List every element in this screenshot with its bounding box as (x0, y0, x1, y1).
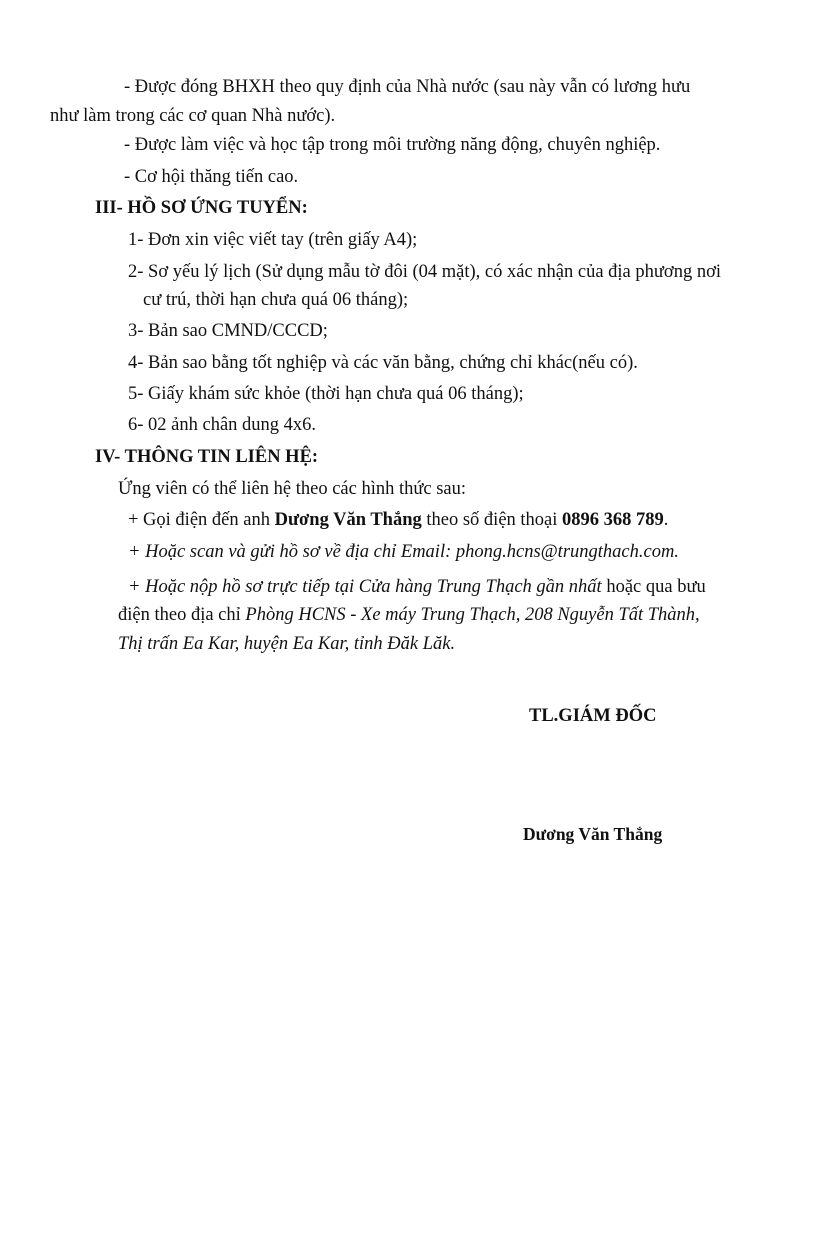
document-item-6: 6- 02 ảnh chân dung 4x6. (128, 415, 317, 435)
document-item-1: 1- Đơn xin việc viết tay (trên giấy A4); (128, 230, 418, 250)
contact-intro: Ứng viên có thể liên hệ theo các hình thức sau: (118, 479, 467, 499)
document-item-3: 3- Bản sao CMND/CCCD; (128, 321, 328, 341)
benefit-item-1: - Được đóng BHXH theo quy định của Nhà nước (sau này vẫn có lương hưu (124, 77, 691, 97)
contact-call-suffix: . (663, 510, 669, 530)
contact-submit-line2-normal: điện theo địa chỉ (118, 605, 246, 625)
section-heading-application-documents: III- HỒ SƠ ỨNG TUYỂN: (95, 198, 308, 218)
benefit-item-3: - Cơ hội thăng tiến cao. (124, 167, 299, 187)
contact-submit-line-2 (118, 604, 700, 626)
document-item-5: 5- Giấy khám sức khỏe (thời hạn chưa quá 06 tháng); (128, 384, 524, 404)
contact-submit-line-1 (128, 576, 706, 598)
contact-call-line (128, 509, 668, 531)
signature-name: Dương Văn Thắng (523, 824, 663, 844)
document-item-4: 4- Bản sao bằng tốt nghiệp và các văn bằng, chứng chỉ khác(nếu có). (128, 353, 638, 373)
contact-phone-number: 0896 368 789 (562, 510, 664, 530)
signature-title: TL.GIÁM ĐỐC (529, 706, 657, 726)
contact-submit-normal: hoặc qua bưu (601, 577, 706, 597)
document-item-2-continuation: cư trú, thời hạn chưa quá 06 tháng); (143, 290, 409, 310)
section-heading-contact-info: IV- THÔNG TIN LIÊN HỆ: (95, 447, 319, 467)
contact-call-middle: theo số điện thoại (421, 510, 563, 530)
contact-submit-line-3: Thị trấn Ea Kar, huyện Ea Kar, tỉnh Đăk Lăk. (118, 634, 456, 654)
contact-person-name: Dương Văn Thắng (274, 510, 422, 530)
contact-email-line: + Hoặc scan và gửi hồ sơ về địa chỉ Email: phong.hcns@trungthach.com. (128, 542, 679, 562)
contact-submit-italic: + Hoặc nộp hồ sơ trực tiếp tại Cửa hàng Trung Thạch gần nhất (128, 577, 602, 597)
benefit-item-1-continuation: như làm trong các cơ quan Nhà nước). (50, 106, 336, 126)
contact-submit-address: Phòng HCNS - Xe máy Trung Thạch, 208 Nguyễn Tất Thành, (245, 605, 700, 625)
benefit-item-2: - Được làm việc và học tập trong môi trường năng động, chuyên nghiệp. (124, 135, 661, 155)
document-item-2: 2- Sơ yếu lý lịch (Sử dụng mẫu tờ đôi (04 mặt), có xác nhận của địa phương nơi (128, 262, 722, 282)
contact-call-prefix: + Gọi điện đến anh (128, 510, 275, 530)
